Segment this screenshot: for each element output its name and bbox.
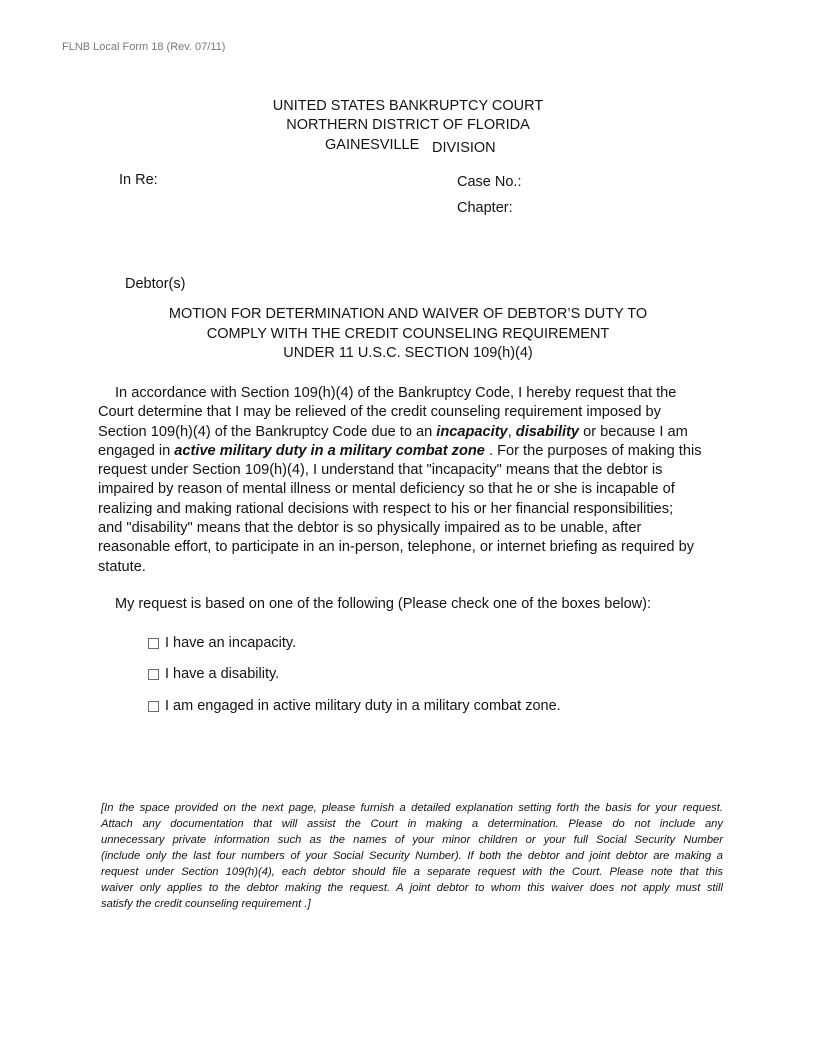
- incapacity-checkbox[interactable]: [148, 638, 159, 649]
- incapacity-option-label: I have an incapacity.: [165, 635, 297, 651]
- disability-term: disability: [515, 423, 580, 440]
- disability-checkbox[interactable]: [148, 669, 159, 680]
- motion-body-paragraph: [98, 384, 726, 577]
- note-line: satisfy the credit counseling requirement .]: [101, 898, 311, 910]
- division-city: GAINESVILLE: [325, 137, 420, 153]
- note-line: [In the space provided on the next page, please furnish a detailed explanation setting forth the basis for your request.: [101, 802, 723, 814]
- military-duty-checkbox[interactable]: [148, 701, 159, 712]
- body-line: [98, 423, 726, 442]
- instructions-note: [101, 800, 723, 912]
- body-line: realizing and making rational decisions with respect to his or her financial responsibilities;: [98, 500, 674, 517]
- body-line: impaired by reason of mental illness or mental deficiency so that he or she is incapable of: [98, 481, 675, 498]
- disability-option-label: I have a disability.: [165, 666, 280, 682]
- body-line: and "disability" means that the debtor is so physically impaired as to be unable, after: [98, 520, 642, 537]
- body-line: statute.: [98, 558, 146, 575]
- district-name: NORTHERN DISTRICT OF FLORIDA: [286, 117, 530, 133]
- body-line: request under Section 109(h)(4), I understand that "incapacity" means that the debtor is: [98, 462, 663, 479]
- note-line: request under Section 109(h)(4), each debtor should file a separate request with the Court. Please note that this: [101, 866, 723, 878]
- body-text: Section 109(h)(4) of the Bankruptcy Code due to an: [98, 423, 437, 440]
- body-text: engaged in: [98, 442, 175, 459]
- body-line: In accordance with Section 109(h)(4) of the Bankruptcy Code, I hereby request that the: [115, 385, 677, 401]
- note-line: unnecessary private information such as the names of your minor children or your full Social Security Number: [101, 834, 723, 846]
- body-text: . For the purposes of making this: [484, 442, 702, 459]
- option-disability[interactable]: [148, 665, 279, 683]
- military-duty-option-label: I am engaged in active military duty in a military combat zone.: [165, 698, 561, 714]
- note-line: Attach any documentation that will assist the Court in making a determination. Please do not include any: [101, 818, 723, 830]
- note-line: (include only the last four numbers of your Social Security Number). If both the debtor and joint debtor are making a: [101, 850, 723, 862]
- motion-title-line-2: COMPLY WITH THE CREDIT COUNSELING REQUIREMENT: [206, 325, 610, 342]
- military-duty-term: active military duty in a military combat zone: [174, 442, 485, 459]
- option-military-duty[interactable]: [148, 697, 561, 715]
- debtors-label: Debtor(s): [125, 276, 186, 292]
- body-text: ,: [507, 423, 516, 440]
- body-line: [98, 442, 726, 461]
- motion-title-line-1: MOTION FOR DETERMINATION AND WAIVER OF DEBTOR’S DUTY TO: [168, 306, 648, 322]
- body-line: reasonable effort, to participate in an in-person, telephone, or internet briefing as required by: [98, 539, 695, 556]
- option-incapacity[interactable]: [148, 634, 296, 652]
- body-text: or because I am: [579, 423, 688, 440]
- chapter-label: Chapter:: [457, 200, 513, 216]
- note-line: waiver only applies to the debtor making the request. A joint debtor to whom this waiver does not apply must still: [101, 882, 723, 894]
- motion-title-line-3: UNDER 11 U.S.C. SECTION 109(h)(4): [283, 345, 533, 361]
- in-re-label: In Re:: [119, 172, 158, 188]
- case-number-label: Case No.:: [457, 174, 522, 190]
- body-line: Court determine that I may be relieved of the credit counseling requirement imposed by: [98, 404, 661, 421]
- court-name: UNITED STATES BANKRUPTCY COURT: [272, 98, 544, 114]
- division-label: DIVISION: [432, 140, 496, 156]
- incapacity-term: incapacity: [436, 423, 508, 440]
- request-intro: My request is based on one of the following (Please check one of the boxes below):: [115, 596, 652, 612]
- motion-title: [0, 305, 816, 364]
- form-identifier: FLNB Local Form 18 (Rev. 07/11): [62, 41, 226, 53]
